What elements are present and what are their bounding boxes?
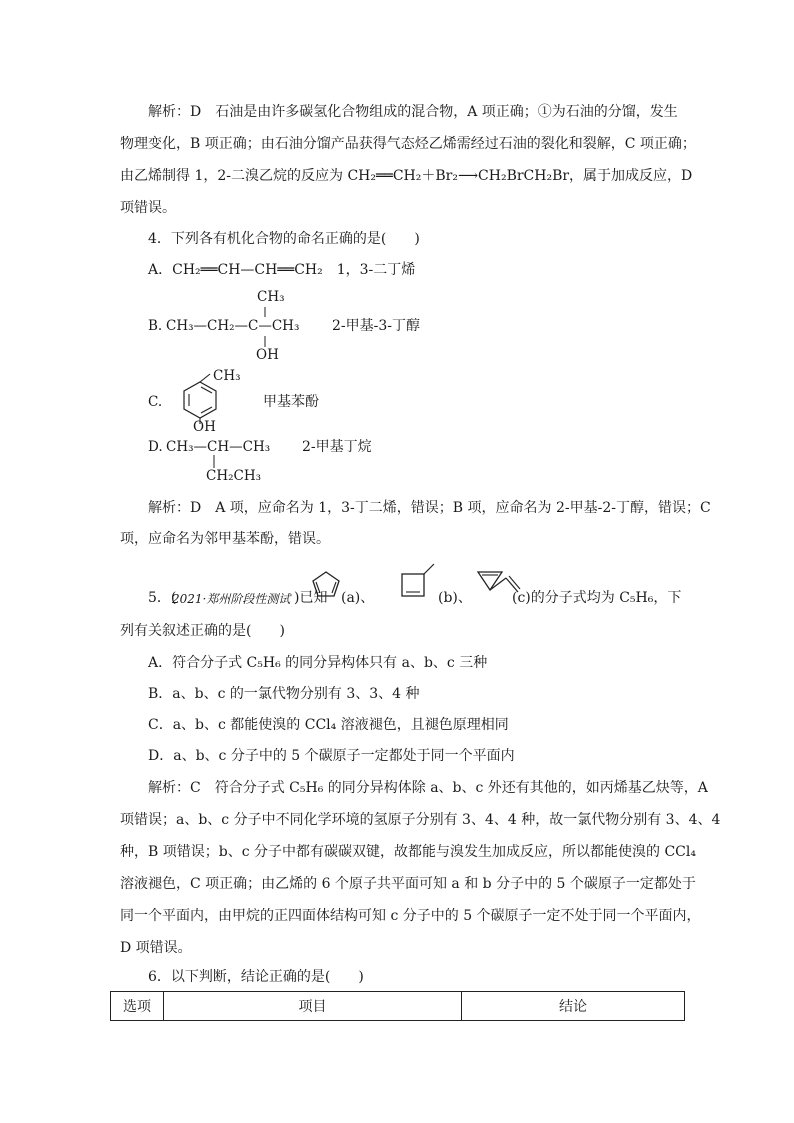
table-header-item: 项目	[164, 992, 462, 1021]
q6-stem: 6．以下判断，结论正确的是( )	[148, 969, 364, 985]
q5-option-b: B．a、b、c 的一氯代物分别有 3、3、4 种	[148, 686, 420, 702]
q5-stem-line-2: 列有关叙述正确的是( )	[120, 623, 285, 639]
q4-option-d-branch: CH₂CH₃	[206, 468, 262, 484]
q4-option-c-hydroxyl: OH	[193, 419, 216, 435]
q5-label-a: (a)、	[341, 590, 375, 606]
q5-label-b: (b)、	[438, 590, 472, 606]
table-header-row	[111, 992, 685, 1021]
q4-option-b-name: 2-甲基-3-丁醇	[332, 318, 421, 334]
q3-analysis-line-2: 物理变化，B 项正确；由石油分馏产品获得气态烃乙烯需经过石油的裂化和裂解，C 项正确；	[120, 136, 696, 152]
q5-source: 2021·郑州阶段性测试	[172, 592, 291, 606]
q4-option-a: A．CH₂══CH—CH══CH₂ 1，3-二丁烯	[148, 262, 416, 278]
q5-label-c: (c)的分子式均为 C₅H₆，下	[512, 590, 682, 606]
q5-prefix: 5．(	[148, 590, 177, 606]
q5-analysis-line-4: 溶液褪色，C 项正确；由乙烯的 6 个原子共平面可知 a 和 b 分子中的 5 个碳原子一定都处于	[120, 876, 696, 892]
q5-analysis-line-6: D 项错误。	[120, 940, 192, 956]
table-header-option: 选项	[111, 992, 164, 1021]
q4-option-b-methyl: CH₃	[257, 289, 285, 305]
q4-analysis-line-1: 解析：D A 项，应命名为 1，3-丁二烯，错误；B 项，应命名为 2-甲基-2-丁醇，错误；C	[148, 500, 711, 516]
q4-analysis-line-2: 项，应命名为邻甲基苯酚，错误。	[120, 531, 330, 547]
q4-option-b-chain: CH₃—CH₂—C—CH₃	[166, 318, 300, 334]
q4-option-d-chain: CH₃—CH—CH₃	[166, 439, 271, 455]
q5-analysis-line-2: 项错误；a、b、c 分子中不同化学环境的氢原子分别有 3、4、4 种，故一氯代物分别有 3、4、4	[120, 812, 721, 828]
q4-option-d-name: 2-甲基丁烷	[302, 439, 372, 455]
q5-analysis-line-5: 同一个平面内，由甲烷的正四面体结构可知 c 分子中的 5 个碳原子一定不处于同一个平面内，	[120, 908, 701, 924]
q5-option-a: A．符合分子式 C₅H₆ 的同分异构体只有 a、b、c 三种	[148, 655, 488, 671]
q3-analysis-line-1: 解析：D 石油是由许多碳氢化合物组成的混合物，A 项正确；①为石油的分馏，发生	[148, 104, 678, 120]
q4-option-d-letter: D.	[148, 439, 163, 455]
cyclopentadiene-icon	[306, 566, 346, 606]
q3-analysis-line-3: 由乙烯制得 1，2-二溴乙烷的反应为 CH₂══CH₂＋Br₂⟶CH₂BrCH₂Br，属于加成反应，D	[120, 168, 693, 184]
table-header-conclusion: 结论	[462, 992, 685, 1021]
q5-analysis-line-1: 解析：C 符合分子式 C₅H₆ 的同分异构体除 a、b、c 外还有其他的，如丙烯基乙炔等，A	[148, 780, 708, 796]
q4-option-c-name: 甲基苯酚	[263, 394, 319, 410]
q4-stem: 4．下列各有机化合物的命名正确的是( )	[148, 231, 420, 247]
q4-option-b-bonds	[261, 300, 271, 360]
q5-analysis-line-3: 种，B 项错误；b、c 分子中都有碳碳双键，故都能与溴发生加成反应，所以都能使溴的 CCl₄	[120, 844, 696, 860]
q4-option-c-letter: C.	[148, 394, 163, 410]
q4-option-b-hydroxyl: OH	[256, 347, 279, 363]
q3-analysis-line-4: 项错误。	[120, 200, 176, 216]
q6-table	[110, 991, 685, 1021]
q5-option-c: C．a、b、c 都能使溴的 CCl₄ 溶液褪色，且褪色原理相同	[148, 717, 509, 733]
q5-option-d: D．a、b、c 分子中的 5 个碳原子一定都处于同一个平面内	[148, 748, 515, 764]
q4-option-c-methyl: CH₃	[213, 368, 241, 384]
q5-after-source: )已知	[294, 590, 328, 606]
q4-option-b-letter: B.	[148, 318, 163, 334]
